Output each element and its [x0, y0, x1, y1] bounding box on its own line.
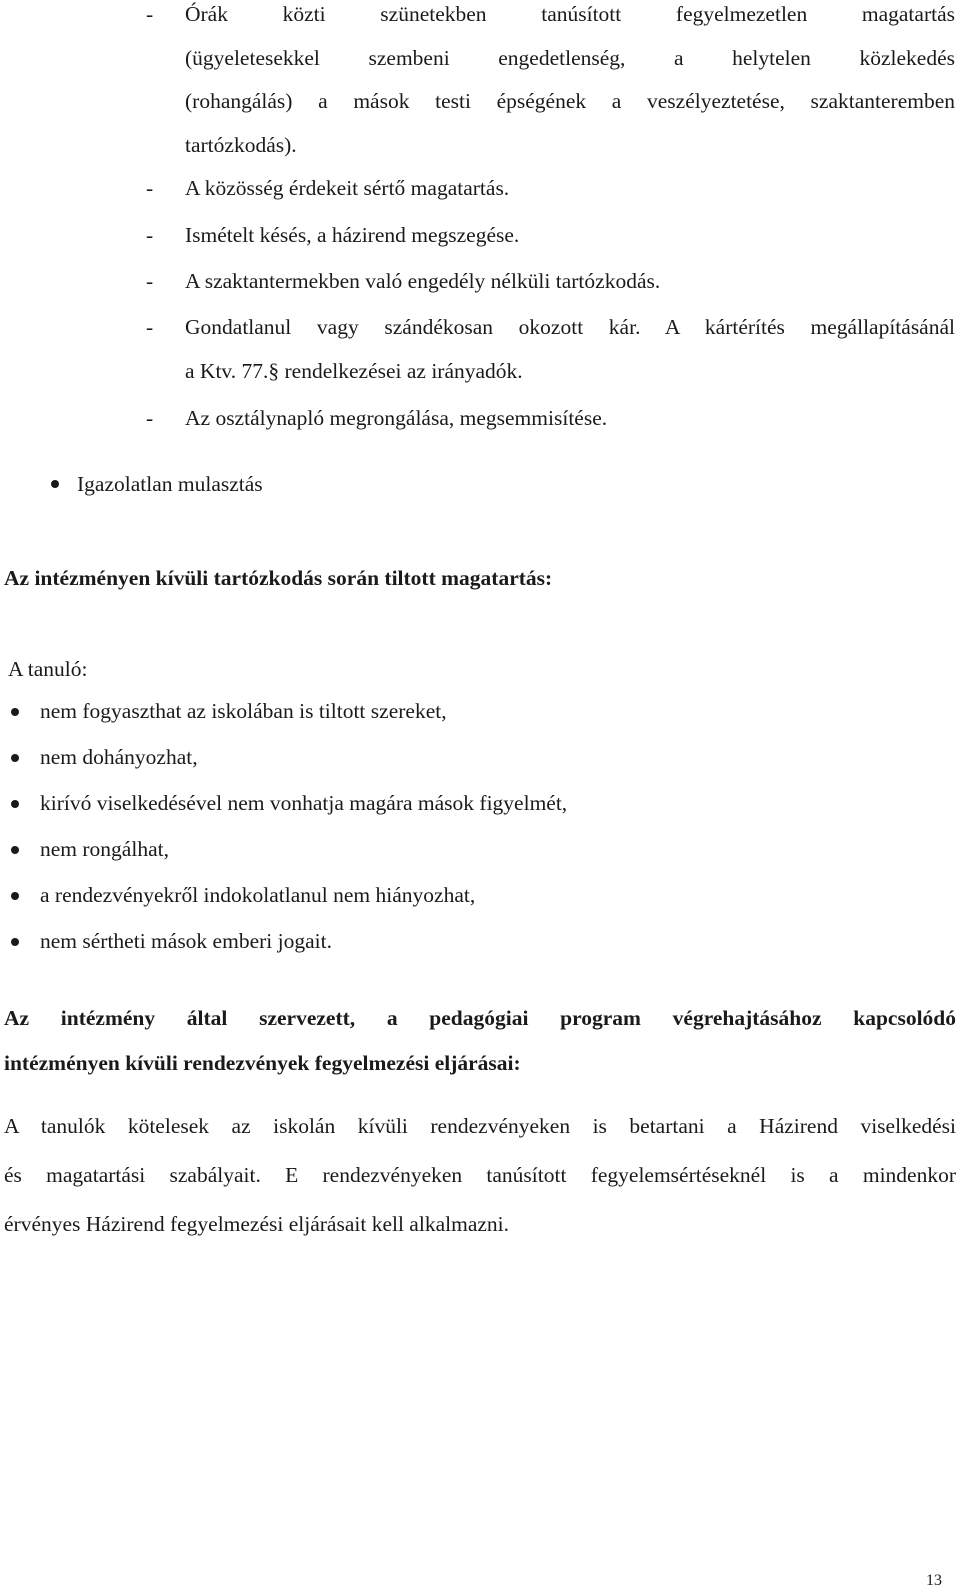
student-label: A tanuló: [8, 657, 88, 681]
bullet-icon [11, 892, 19, 900]
section-heading-events [4, 1006, 956, 1096]
text-line: A szaktantermekben való engedély nélküli tartózkodás. [185, 269, 661, 293]
text-line: tartózkodás). [185, 132, 297, 157]
bullet-text: Igazolatlan mulasztás [77, 472, 263, 496]
rule-item: kirívó viselkedésével nem vonhatja magára mások figyelmét, [40, 791, 568, 815]
dash-item-text [185, 306, 955, 393]
paragraph-line: érvényes Házirend fegyelmezési eljárásait kell alkalmazni. [4, 1212, 509, 1236]
rule-item: a rendezvényekről indokolatlanul nem hiányozhat, [40, 883, 476, 907]
dash-item-text [185, 397, 955, 441]
dash-item-text [185, 260, 955, 304]
text-line: Ismételt késés, a házirend megszegése. [185, 223, 520, 247]
text-line: (rohangálás) a mások testi épségének a veszélyeztetése, szaktanteremben [185, 89, 955, 113]
bullet-icon [11, 938, 19, 946]
rule-item: nem dohányozhat, [40, 745, 198, 769]
dash-item-text [185, 214, 955, 258]
text-line: Gondatlanul vagy szándékosan okozott kár. A kártérítés megállapításánál [185, 315, 955, 339]
bullet-icon [51, 480, 59, 488]
rule-item: nem fogyaszthat az iskolában is tiltott szereket, [40, 699, 447, 723]
dash-marker: - [146, 315, 154, 339]
events-paragraph [4, 1104, 956, 1251]
dash-item-text [185, 0, 955, 167]
heading-line: Az intézmény által szervezett, a pedagógiai program végrehajtásához kapcsolódó [4, 1006, 956, 1030]
text-line: Órák közti szünetekben tanúsított fegyelmezetlen magatartás [185, 2, 955, 26]
rule-item: nem sértheti mások emberi jogait. [40, 929, 332, 953]
section-heading: Az intézményen kívüli tartózkodás során tiltott magatartás: [4, 566, 553, 590]
heading-line: intézményen kívüli rendezvények fegyelmezési eljárásai: [4, 1051, 521, 1075]
page-number: 13 [926, 1572, 942, 1589]
dash-marker: - [146, 223, 154, 247]
dash-item-text [185, 167, 955, 211]
bullet-icon [11, 754, 19, 762]
bullet-icon [11, 846, 19, 854]
text-line: a Ktv. 77.§ rendelkezései az irányadók. [185, 358, 523, 383]
dash-marker: - [146, 269, 154, 293]
bullet-icon [11, 800, 19, 808]
paragraph-line: és magatartási szabályait. E rendezvényeken tanúsított fegyelemsértéseknél is a mindenkor [4, 1163, 956, 1187]
rule-item: nem rongálhat, [40, 837, 169, 861]
paragraph-line: A tanulók kötelesek az iskolán kívüli rendezvényeken is betartani a Házirend viselkedési [4, 1114, 956, 1138]
dash-marker: - [146, 406, 154, 430]
dash-marker: - [146, 176, 154, 200]
dash-marker: - [146, 2, 154, 26]
text-line: Az osztálynapló megrongálása, megsemmisítése. [185, 406, 608, 430]
bullet-icon [11, 708, 19, 716]
text-line: (ügyeletesekkel szembeni engedetlenség, a helytelen közlekedés [185, 45, 955, 70]
text-line: A közösség érdekeit sértő magatartás. [185, 176, 510, 200]
